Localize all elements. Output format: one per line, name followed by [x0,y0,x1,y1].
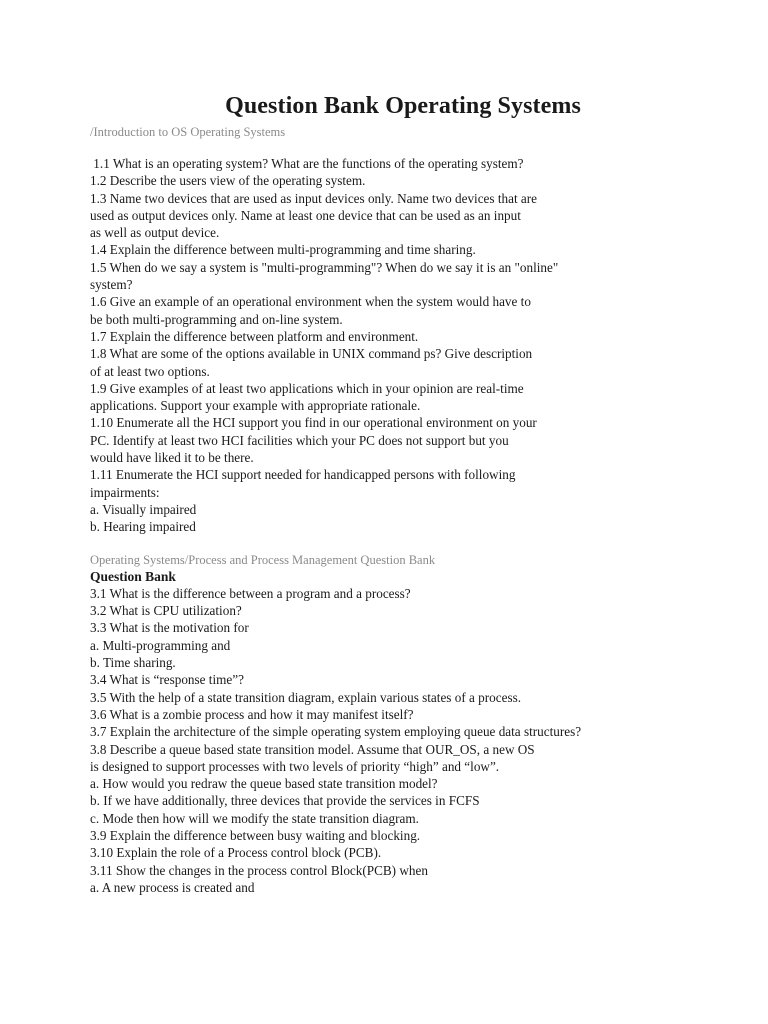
question-line: 3.1 What is the difference between a program and a process? [90,585,411,601]
question-line: a. Multi-programming and [90,637,231,653]
question-line: 3.9 Explain the difference between busy waiting and blocking. [90,827,421,843]
question-line: 1.2 Describe the users view of the operating system. [90,173,366,189]
question-line: a. How would you redraw the queue based state transition model? [90,776,438,792]
question-line: impairments: [90,484,160,500]
question-line: 3.4 What is “response time”? [90,672,244,688]
question-line: of at least two options. [90,363,210,379]
section2-bold-heading: Question Bank [90,568,176,584]
question-line: a. Visually impaired [90,501,197,517]
question-line: 1.8 What are some of the options available in UNIX command ps? Give description [90,346,533,362]
document-title: Question Bank Operating Systems [225,93,581,119]
question-line: applications. Support your example with appropriate rationale. [90,398,421,414]
question-line: 3.3 What is the motivation for [90,620,249,636]
question-line: 3.10 Explain the role of a Process control block (PCB). [90,845,382,861]
section2-heading: Operating Systems/Process and Process Management Question Bank [90,552,436,567]
question-line: 1.5 When do we say a system is "multi-programming"? When do we say it is an "online" [90,259,559,275]
question-line: PC. Identify at least two HCI facilities which your PC does not support but you [90,432,509,448]
question-line: 3.11 Show the changes in the process control Block(PCB) when [90,862,428,878]
document-page [90,92,710,896]
question-line: as well as output device. [90,225,220,241]
section2-questions [90,585,710,896]
question-line: would have liked it to be there. [90,450,254,466]
question-line: 1.1 What is an operating system? What are the functions of the operating system? [90,156,524,171]
question-line: 1.3 Name two devices that are used as input devices only. Name two devices that are [90,190,538,206]
question-line: 3.2 What is CPU utilization? [90,603,242,619]
section1-heading: /Introduction to OS Operating Systems [90,125,286,139]
question-line: 1.6 Give an example of an operational environment when the system would have to [90,294,531,310]
question-line: system? [90,277,133,293]
question-line: 3.7 Explain the architecture of the simple operating system employing queue data structures? [90,724,582,740]
section1-questions [90,155,710,536]
question-line: 3.5 With the help of a state transition diagram, explain various states of a process. [90,689,522,705]
question-line: 1.11 Enumerate the HCI support needed for handicapped persons with following [90,467,516,483]
question-line: 3.6 What is a zombie process and how it may manifest itself? [90,706,414,722]
question-line: a. A new process is created and [90,879,255,895]
question-line: b. Hearing impaired [90,519,196,535]
question-line: 3.8 Describe a queue based state transition model. Assume that OUR_OS, a new OS [90,741,535,757]
question-line: b. If we have additionally, three devices that provide the services in FCFS [90,793,480,809]
question-line: 1.7 Explain the difference between platform and environment. [90,328,419,344]
question-line: 1.9 Give examples of at least two applications which in your opinion are real-time [90,380,524,396]
question-line: 1.10 Enumerate all the HCI support you find in our operational environment on your [90,415,537,431]
question-line: be both multi-programming and on-line system. [90,311,343,327]
question-line: b. Time sharing. [90,655,176,671]
question-line: is designed to support processes with two levels of priority “high” and “low”. [90,758,500,774]
question-line: 1.4 Explain the difference between multi-programming and time sharing. [90,242,476,258]
question-line: c. Mode then how will we modify the state transition diagram. [90,810,419,826]
question-line: used as output devices only. Name at least one device that can be used as an input [90,207,521,223]
